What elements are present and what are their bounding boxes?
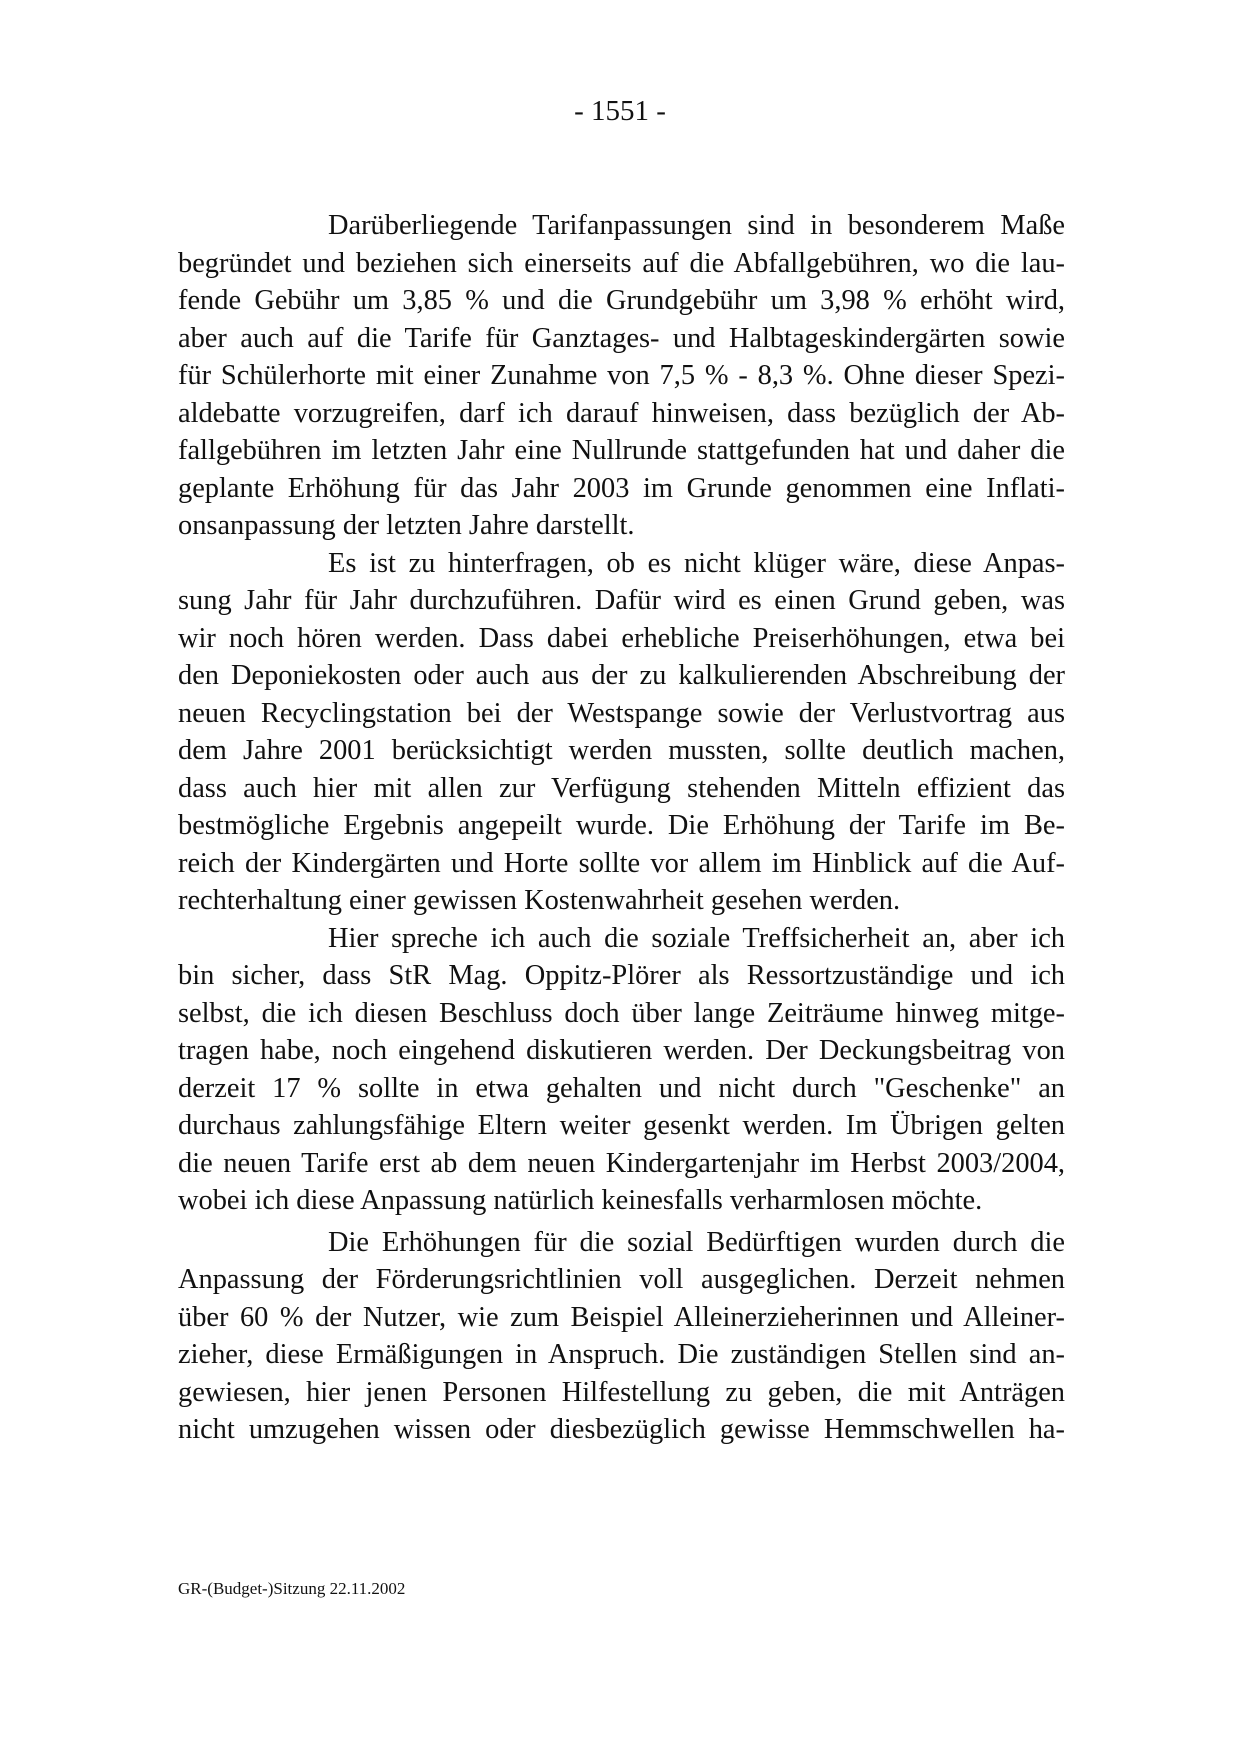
text-line: aber auch auf die Tarife für Ganztages- und Halbtageskindergärten sowie bbox=[178, 322, 1065, 354]
text-line: selbst, die ich diesen Beschluss doch über lange Zeiträume hinweg mitge- bbox=[178, 997, 1065, 1029]
document-body bbox=[178, 207, 1065, 1449]
text-line: fallgebühren im letzten Jahr eine Nullrunde stattgefunden hat und daher die bbox=[178, 435, 1065, 466]
text-line: fende Gebühr um 3,85 % und die Grundgebühr um 3,98 % erhöht wird, bbox=[178, 285, 1065, 316]
text-line: Es ist zu hinterfragen, ob es nicht klüger wäre, diese Anpas- bbox=[328, 547, 1065, 579]
text-line: Anpassung der Förderungsrichtlinien voll ausgeglichen. Derzeit nehmen bbox=[178, 1264, 1065, 1295]
text-line: bestmögliche Ergebnis angepeilt wurde. Die Erhöhung der Tarife im Be- bbox=[178, 810, 1065, 841]
text-line: aldebatte vorzugreifen, darf ich darauf hinweisen, dass bezüglich der Ab- bbox=[178, 397, 1065, 429]
footer-session-label: GR-(Budget-)Sitzung 22.11.2002 bbox=[178, 1579, 406, 1598]
text-line: reich der Kindergärten und Horte sollte vor allem im Hinblick auf die Auf- bbox=[178, 847, 1065, 879]
text-line: tragen habe, noch eingehend diskutieren werden. Der Deckungsbeitrag von bbox=[178, 1035, 1065, 1066]
text-line: dass auch hier mit allen zur Verfügung stehenden Mitteln effizient das bbox=[178, 772, 1065, 804]
text-line: begründet und beziehen sich einerseits auf die Abfallgebühren, wo die lau- bbox=[178, 247, 1065, 279]
paragraph bbox=[178, 545, 1065, 920]
text-line: für Schülerhorte mit einer Zunahme von 7,5 % - 8,3 %. Ohne dieser Spezi- bbox=[178, 360, 1065, 391]
text-line: rechterhaltung einer gewissen Kostenwahrheit gesehen werden. bbox=[178, 885, 901, 916]
text-line: geplante Erhöhung für das Jahr 2003 im Grunde genommen eine Inflati- bbox=[178, 472, 1065, 504]
text-line: dem Jahre 2001 berücksichtigt werden mussten, sollte deutlich machen, bbox=[178, 735, 1065, 766]
text-line: wobei ich diese Anpassung natürlich keinesfalls verharmlosen möchte. bbox=[178, 1185, 983, 1216]
paragraph bbox=[178, 1224, 1065, 1449]
text-line: bin sicher, dass StR Mag. Oppitz-Plörer als Ressortzuständige und ich bbox=[178, 960, 1065, 991]
paragraph bbox=[178, 207, 1065, 545]
text-line: gewiesen, hier jenen Personen Hilfestellung zu geben, die mit Anträgen bbox=[178, 1376, 1065, 1408]
text-line: Die Erhöhungen für die sozial Bedürftigen wurden durch die bbox=[328, 1226, 1065, 1258]
text-line: neuen Recyclingstation bei der Westspange sowie der Verlustvortrag aus bbox=[178, 697, 1065, 729]
text-line: onsanpassung der letzten Jahre darstellt. bbox=[178, 510, 635, 541]
text-line: den Deponiekosten oder auch aus der zu kalkulierenden Abschreibung der bbox=[178, 660, 1065, 691]
page-number: - 1551 - bbox=[574, 95, 666, 127]
text-line: über 60 % der Nutzer, wie zum Beispiel Alleinerzieherinnen und Alleiner- bbox=[178, 1301, 1065, 1333]
text-line: sung Jahr für Jahr durchzuführen. Dafür wird es einen Grund geben, was bbox=[178, 585, 1065, 616]
text-line: Darüberliegende Tarifanpassungen sind in besonderem Maße bbox=[328, 210, 1065, 241]
paragraph bbox=[178, 920, 1065, 1220]
text-line: wir noch hören werden. Dass dabei erhebliche Preiserhöhungen, etwa bei bbox=[178, 622, 1065, 654]
text-line: die neuen Tarife erst ab dem neuen Kindergartenjahr im Herbst 2003/2004, bbox=[178, 1147, 1065, 1179]
text-line: nicht umzugehen wissen oder diesbezüglich gewisse Hemmschwellen ha- bbox=[178, 1414, 1065, 1445]
text-line: Hier spreche ich auch die soziale Treffsicherheit an, aber ich bbox=[328, 922, 1065, 954]
text-line: derzeit 17 % sollte in etwa gehalten und nicht durch "Geschenke" an bbox=[178, 1072, 1065, 1104]
text-line: zieher, diese Ermäßigungen in Anspruch. Die zuständigen Stellen sind an- bbox=[178, 1339, 1065, 1370]
text-line: durchaus zahlungsfähige Eltern weiter gesenkt werden. Im Übrigen gelten bbox=[178, 1110, 1065, 1141]
